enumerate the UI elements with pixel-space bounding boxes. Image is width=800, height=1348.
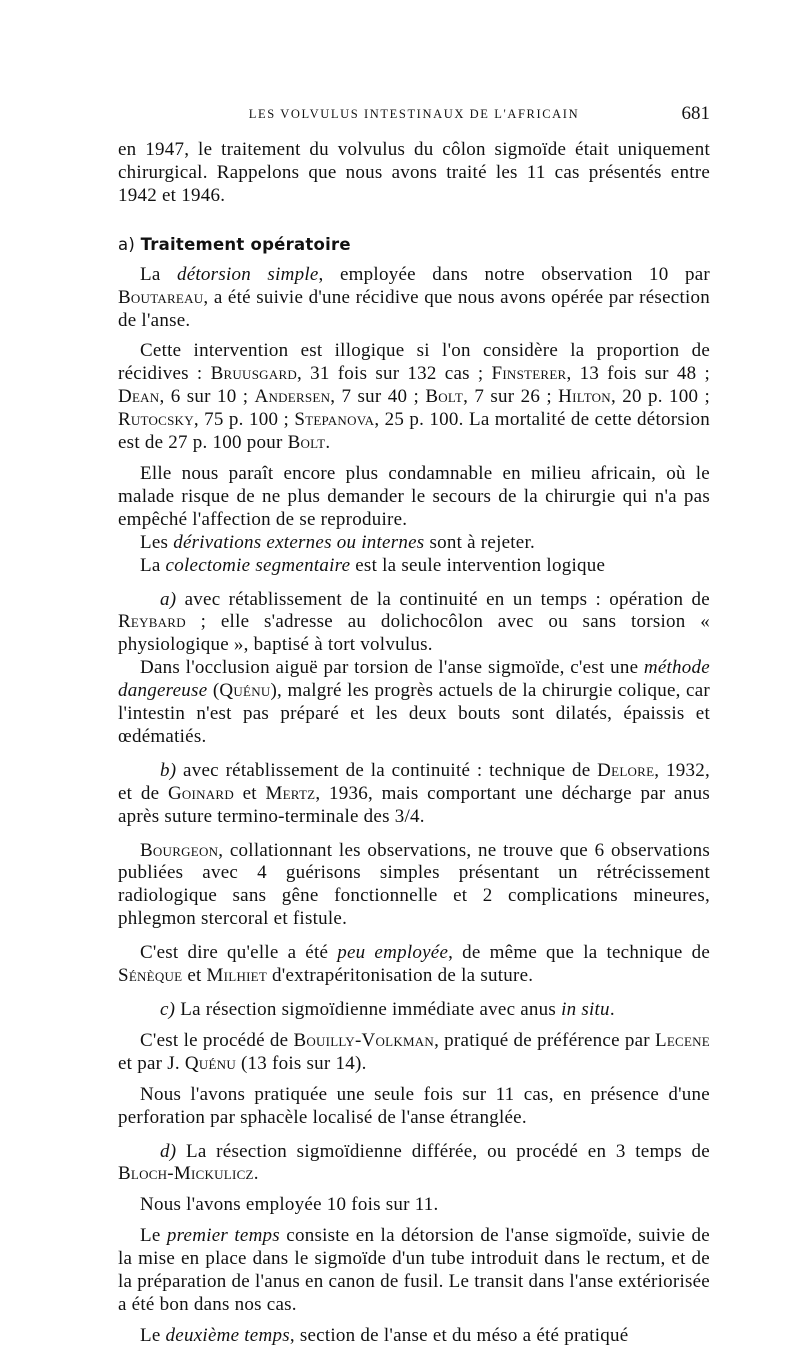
item-letter: d) bbox=[160, 1140, 177, 1162]
item-letter: a) bbox=[160, 588, 177, 610]
paragraph-perforation: Nous l'avons pratiquée une seule fois sur 11 cas, en présence d'une perforation par sphacèle localisé de l'anse étranglée. bbox=[118, 1083, 710, 1128]
author-name: Rutocsky bbox=[118, 409, 194, 431]
paragraph-recidives: Cette intervention est illogique si l'on considère la proportion de récidives : Bruusgard, 31 fois sur 132 cas ; Finsterer, 13 fois sur 48 ; Dean, 6 sur 10 ; Andersen, 7 sur 40 ; Bolt, 7 sur 26 ; Hilton, 20 p. 100 ; Rutocsky, 75 p. 100 ; Stepanova, 25 p. 100. La mortalité de cette détorsion est de 27 p. 100 pour Bolt. bbox=[118, 340, 711, 454]
author-name: Sénèque bbox=[118, 965, 183, 987]
paragraph-colectomie: La colectomie segmentaire est la seule intervention logique bbox=[140, 554, 606, 576]
emphasis: dérivations externes ou internes bbox=[173, 531, 425, 553]
author-name: Bourgeon bbox=[140, 839, 219, 861]
paragraph-deuxieme-temps: Le deuxième temps, section de l'anse et du méso a été pratiqué bbox=[140, 1324, 629, 1346]
item-letter: c) bbox=[160, 999, 176, 1020]
paragraph-detorsion: La détorsion simple, employée dans notre observation 10 par Boutareau, a été suivie d'une récidive que nous avons opérée par résection de l'anse. bbox=[118, 263, 710, 331]
author-name: Bolt bbox=[287, 432, 326, 454]
author-name: Milhiet bbox=[206, 965, 268, 987]
paragraph-item-c: c) La résection sigmoïdienne immédiate avec anus in situ. bbox=[160, 999, 615, 1020]
author-name: Bruusgard bbox=[210, 363, 298, 385]
author-name: Bouilly-Volkman bbox=[293, 1029, 435, 1051]
author-name: Boutareau bbox=[118, 286, 204, 308]
body-text bbox=[118, 139, 710, 1348]
emphasis: peu employée bbox=[337, 942, 449, 964]
page-number: 681 bbox=[681, 103, 710, 124]
paragraph-occlusion: Dans l'occlusion aiguë par torsion de l'anse sigmoïde, c'est une méthode dangereuse (Quénu), malgré les progrès actuels de la chirurgie colique, car l'intestin n'est pas préparé et les deux bouts sont dilatés, épaissis et œdématiés. bbox=[118, 657, 711, 747]
author-name: Delore bbox=[597, 759, 655, 781]
emphasis: in situ bbox=[561, 999, 610, 1020]
author-name: Hilton bbox=[558, 386, 611, 408]
item-letter: b) bbox=[160, 759, 177, 781]
emphasis: méthode dangereuse bbox=[118, 657, 710, 702]
author-name: Reybard bbox=[118, 611, 186, 633]
author-name: Quénu bbox=[219, 680, 271, 702]
section-title: Traitement opératoire bbox=[140, 234, 351, 254]
paragraph-premier-temps: Le premier temps consiste en la détorsion de l'anse sigmoïde, suivie de la mise en place dans le sigmoïde d'un tube introduit dans le rectum, et de la préparation de l'anus en canon de fusil. Le transit dans l'anse extériorisée a été bon dans nos cas. bbox=[118, 1225, 710, 1315]
paragraph-peu-employee: C'est dire qu'elle a été peu employée, de même que la technique de Sénèque et Milhiet d'extrapéritonisation de la suture. bbox=[118, 942, 711, 987]
paragraph-bourgeon: Bourgeon, collationnant les observations, ne trouve que 6 observations publiées avec 4 guérisons simples présentant un rétrécissement radiologique sans gêne fonctionnelle et 2 complications mineures, phlegmon stercoral et fistule. bbox=[118, 839, 710, 930]
author-name: Stepanova bbox=[294, 409, 375, 431]
paragraph-milieu-africain: Elle nous paraît encore plus condamnable en milieu africain, où le malade risque de ne plus demander le secours de la chirurgie qui n'a pas empêché l'affection de se reproduire. bbox=[118, 462, 710, 530]
author-name: Bloch-Mickulicz bbox=[118, 1163, 254, 1185]
paragraph-item-b: b) avec rétablissement de la continuité : technique de Delore, 1932, et de Goinard et Mertz, 1936, mais comportant une décharge par anus après suture termino-terminale des 3/4. bbox=[118, 759, 710, 827]
emphasis: deuxième temps bbox=[165, 1324, 290, 1346]
author-name: Finsterer bbox=[491, 363, 567, 385]
section-heading bbox=[118, 232, 710, 258]
emphasis: colectomie segmentaire bbox=[165, 554, 351, 576]
author-name: Andersen bbox=[254, 386, 331, 408]
author-name: Quénu bbox=[184, 1052, 236, 1074]
paragraph-item-a: a) avec rétablissement de la continuité en un temps : opération de Reybard ; elle s'adresse au dolichocôlon avec ou sans torsion « physiologique », baptisé à tort volvulus. bbox=[118, 588, 710, 656]
author-name: Mertz bbox=[265, 782, 316, 804]
author-name: Dean bbox=[118, 386, 160, 408]
author-name: Bolt bbox=[425, 386, 464, 408]
paragraph-bouilly-volkman: C'est le procédé de Bouilly-Volkman, pratiqué de préférence par Lecene et par J. Quénu (13 fois sur 14). bbox=[118, 1029, 710, 1074]
author-name: Lecene bbox=[655, 1029, 710, 1051]
paragraph-employee: Nous l'avons employée 10 fois sur 11. bbox=[140, 1194, 439, 1216]
emphasis: détorsion simple bbox=[176, 263, 319, 285]
running-title: LES VOLVULUS INTESTINAUX DE L'AFRICAIN bbox=[248, 107, 580, 121]
page-header bbox=[118, 103, 710, 127]
paragraph-continuation: en 1947, le traitement du volvulus du côlon sigmoïde était uniquement chirurgical. Rappelons que nous avons traité les 11 cas présentés entre 1942 et 1946. bbox=[118, 139, 710, 206]
paragraph-derivations: Les dérivations externes ou internes sont à rejeter. bbox=[140, 531, 536, 553]
section-letter: a) bbox=[118, 234, 136, 254]
paragraph-item-d: d) La résection sigmoïdienne différée, ou procédé en 3 temps de Bloch-Mickulicz. bbox=[118, 1140, 710, 1185]
emphasis: premier temps bbox=[166, 1225, 280, 1247]
author-name: Goinard bbox=[167, 782, 234, 804]
